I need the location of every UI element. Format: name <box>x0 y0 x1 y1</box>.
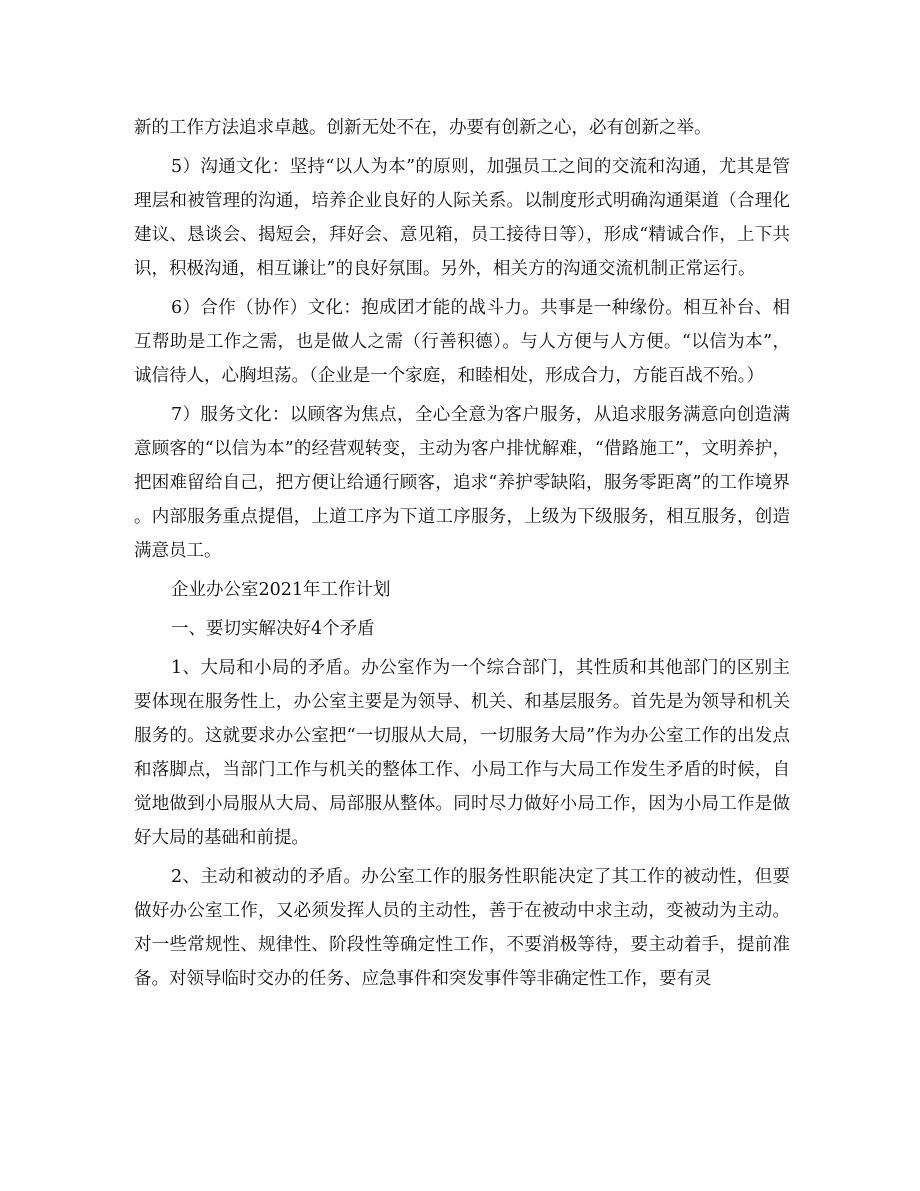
section-title: 企业办公室2021年工作计划 <box>171 580 391 600</box>
paragraph-big-small-picture: 1、大局和小局的矛盾。办公室作为一个综合部门，其性质和其他部门的区别主要体现在服务性上，办公室主要是为领导、机关、和基层服务。首先是为领导和机关服务的。这就要求办公室把“一切服从大局，一切服务大局”作为办公室工作的出发点和落脚点，当部门工作与机关的整体工作、小局工作与大局工作发生矛盾的时候，自觉地做到小局服从大局、局部服从整体。同时尽力做好小局工作，因为小局工作是做好大局的基础和前提。 <box>134 658 790 848</box>
paragraph-communication-culture: 5）沟通文化：坚持“以人为本”的原则，加强员工之间的交流和沟通，尤其是管理层和被管理的沟通，培养企业良好的人际关系。以制度形式明确沟通渠道（合理化建议、恳谈会、揭短会，拜好会、意见箱，员工接待日等），形成“精诚合作，上下共识，积极沟通，相互谦让”的良好氛围。另外，相关方的沟通交流机制正常运行。 <box>134 157 790 279</box>
document-body <box>134 111 790 1001</box>
paragraph-service-culture: 7）服务文化：以顾客为焦点，全心全意为客户服务，从追求服务满意向创造满意顾客的“以信为本”的经营观转变，主动为客户排忧解难，“借路施工”，文明养护，把困难留给自己，把方便让给通行顾客，追求“养护零缺陷，服务零距离”的工作境界。内部服务重点提倡，上道工序为下道工序服务，上级为下级服务，相互服务，创造满意员工。 <box>134 405 790 561</box>
paragraph-innovation-end: 新的工作方法追求卓越。创新无处不在，办要有创新之心，必有创新之举。 <box>134 118 712 138</box>
section-heading-four-contradictions: 一、要切实解决好4个矛盾 <box>171 619 375 639</box>
paragraph-cooperation-culture: 6）合作（协作）文化：抱成团才能的战斗力。共事是一种缘份。相互补台、相互帮助是工作之需，也是做人之需（行善积德）。与人方便与人方便。“以信为本”，诚信待人，心胸坦荡。（企业是一个家庭，和睦相处，形成合力，方能百战不殆。） <box>134 298 790 386</box>
paragraph-active-passive: 2、主动和被动的矛盾。办公室工作的服务性职能决定了其工作的被动性，但要做好办公室工作，又必须发挥人员的主动性，善于在被动中求主动，变被动为主动。对一些常规性、规律性、阶段性等确定性工作，不要消极等待，要主动着手，提前准备。对领导临时交办的任务、应急事件和突发事件等非确定性工作，要有灵 <box>134 867 790 989</box>
